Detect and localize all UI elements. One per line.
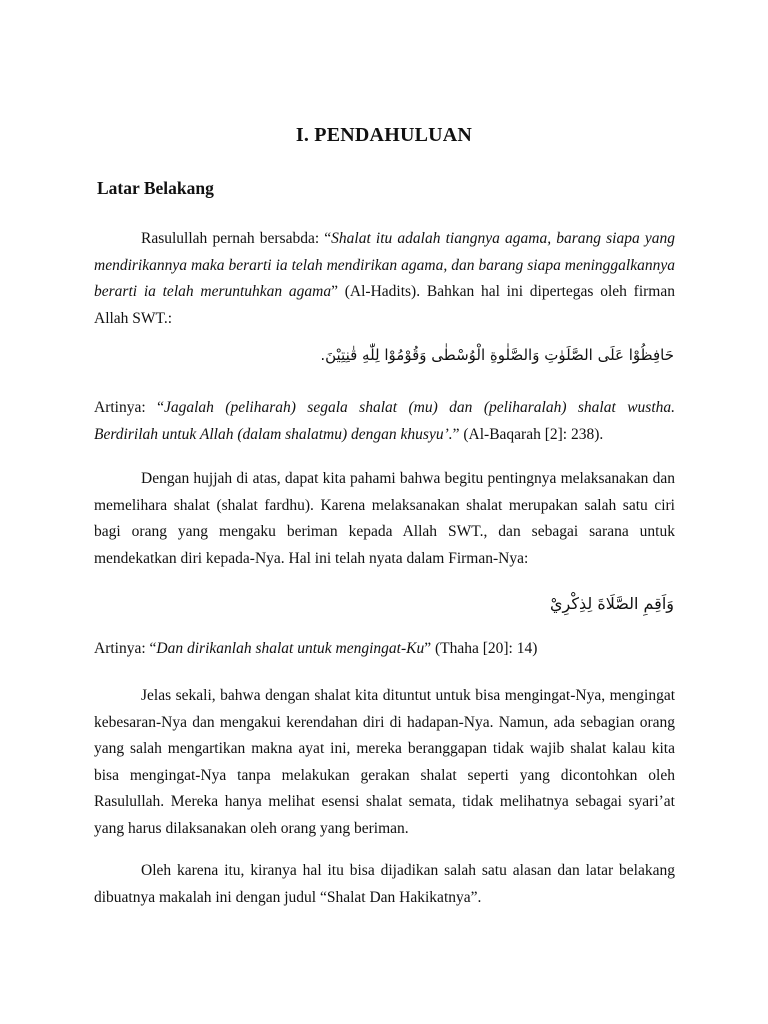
page-title: I. PENDAHULUAN: [295, 124, 473, 146]
translation-source: ” (Al-Baqarah [2]: 238).: [452, 425, 604, 443]
hadith-after: ” (Al-Hadits). Bahkan hal ini dipertegas oleh firman Allah SWT.:: [94, 283, 675, 327]
hadith-intro: Rasulullah pernah bersabda: “: [141, 230, 332, 247]
paragraph-translation-baqarah: [94, 395, 675, 448]
paragraph-conclusion: Oleh karena itu, kiranya hal itu bisa dijadikan salah satu alasan dan latar belakang dibuatnya makalah ini dengan judul “Shalat Dan Hakikatnya”.: [94, 862, 675, 906]
translation-quote: Jagalah (peliharah) segala shalat (mu) dan (peliharalah) shalat wustha. Berdirilah untuk Allah (dalam shalatmu) dengan khusyu’.: [94, 399, 675, 443]
arabic-verse-thaha: وَاَقِمِ الصَّلَاةَ لِذِكْرِيْ: [549, 594, 674, 613]
paragraph-explanation: Jelas sekali, bahwa dengan shalat kita dituntut untuk bisa mengingat-Nya, mengingat kebesaran-Nya dan mengakui kerendahan diri di hadapan-Nya. Namun, ada sebagian orang yang salah mengartikan makna ayat ini, mereka beranggapan tidak wajib shalat kalau kita bisa mengingat-Nya tanpa melakukan gerakan shalat seperti yang dicontohkan oleh Rasulullah. Mereka hanya melihat esensi shalat semata, tidak melihatnya sebagai syari’at yang harus dilaksanakan oleh orang yang beriman.: [94, 687, 675, 837]
arabic-verse-baqarah: حَافِظُوْا عَلَى الصَّلَوٰتِ وَالصَّلٰوةِ الْوُسْطٰى وَقُوْمُوْا لِلّٰهِ قٰنِتِيْنَ.: [320, 346, 674, 364]
hadith-quote: Shalat itu adalah tiangnya agama, barang siapa yang mendirikannya maka berarti ia telah mendirikan agama, dan barang siapa meninggalkannya berarti ia telah meruntuhkan agama: [94, 230, 675, 300]
section-title: Latar Belakang: [97, 178, 214, 198]
paragraph-translation-thaha: [94, 636, 675, 663]
paragraph-hadith: [94, 226, 675, 332]
translation-source: ” (Thaha [20]: 14): [424, 640, 538, 657]
translation-label: Artinya: “: [94, 640, 157, 657]
translation-quote: Dan dirikanlah shalat untuk mengingat-Ku: [156, 640, 425, 657]
translation-label: Artinya: “: [94, 399, 164, 416]
paragraph-hujjah: Dengan hujjah di atas, dapat kita pahami bahwa begitu pentingnya melaksanakan dan memelihara shalat (shalat fardhu). Karena melaksanakan shalat merupakan salah satu ciri bagi orang yang mengaku beriman kepada Allah SWT., dan sebagai sarana untuk mendekatkan diri kepada-Nya. Hal ini telah nyata dalam Firman-Nya:: [94, 470, 675, 567]
